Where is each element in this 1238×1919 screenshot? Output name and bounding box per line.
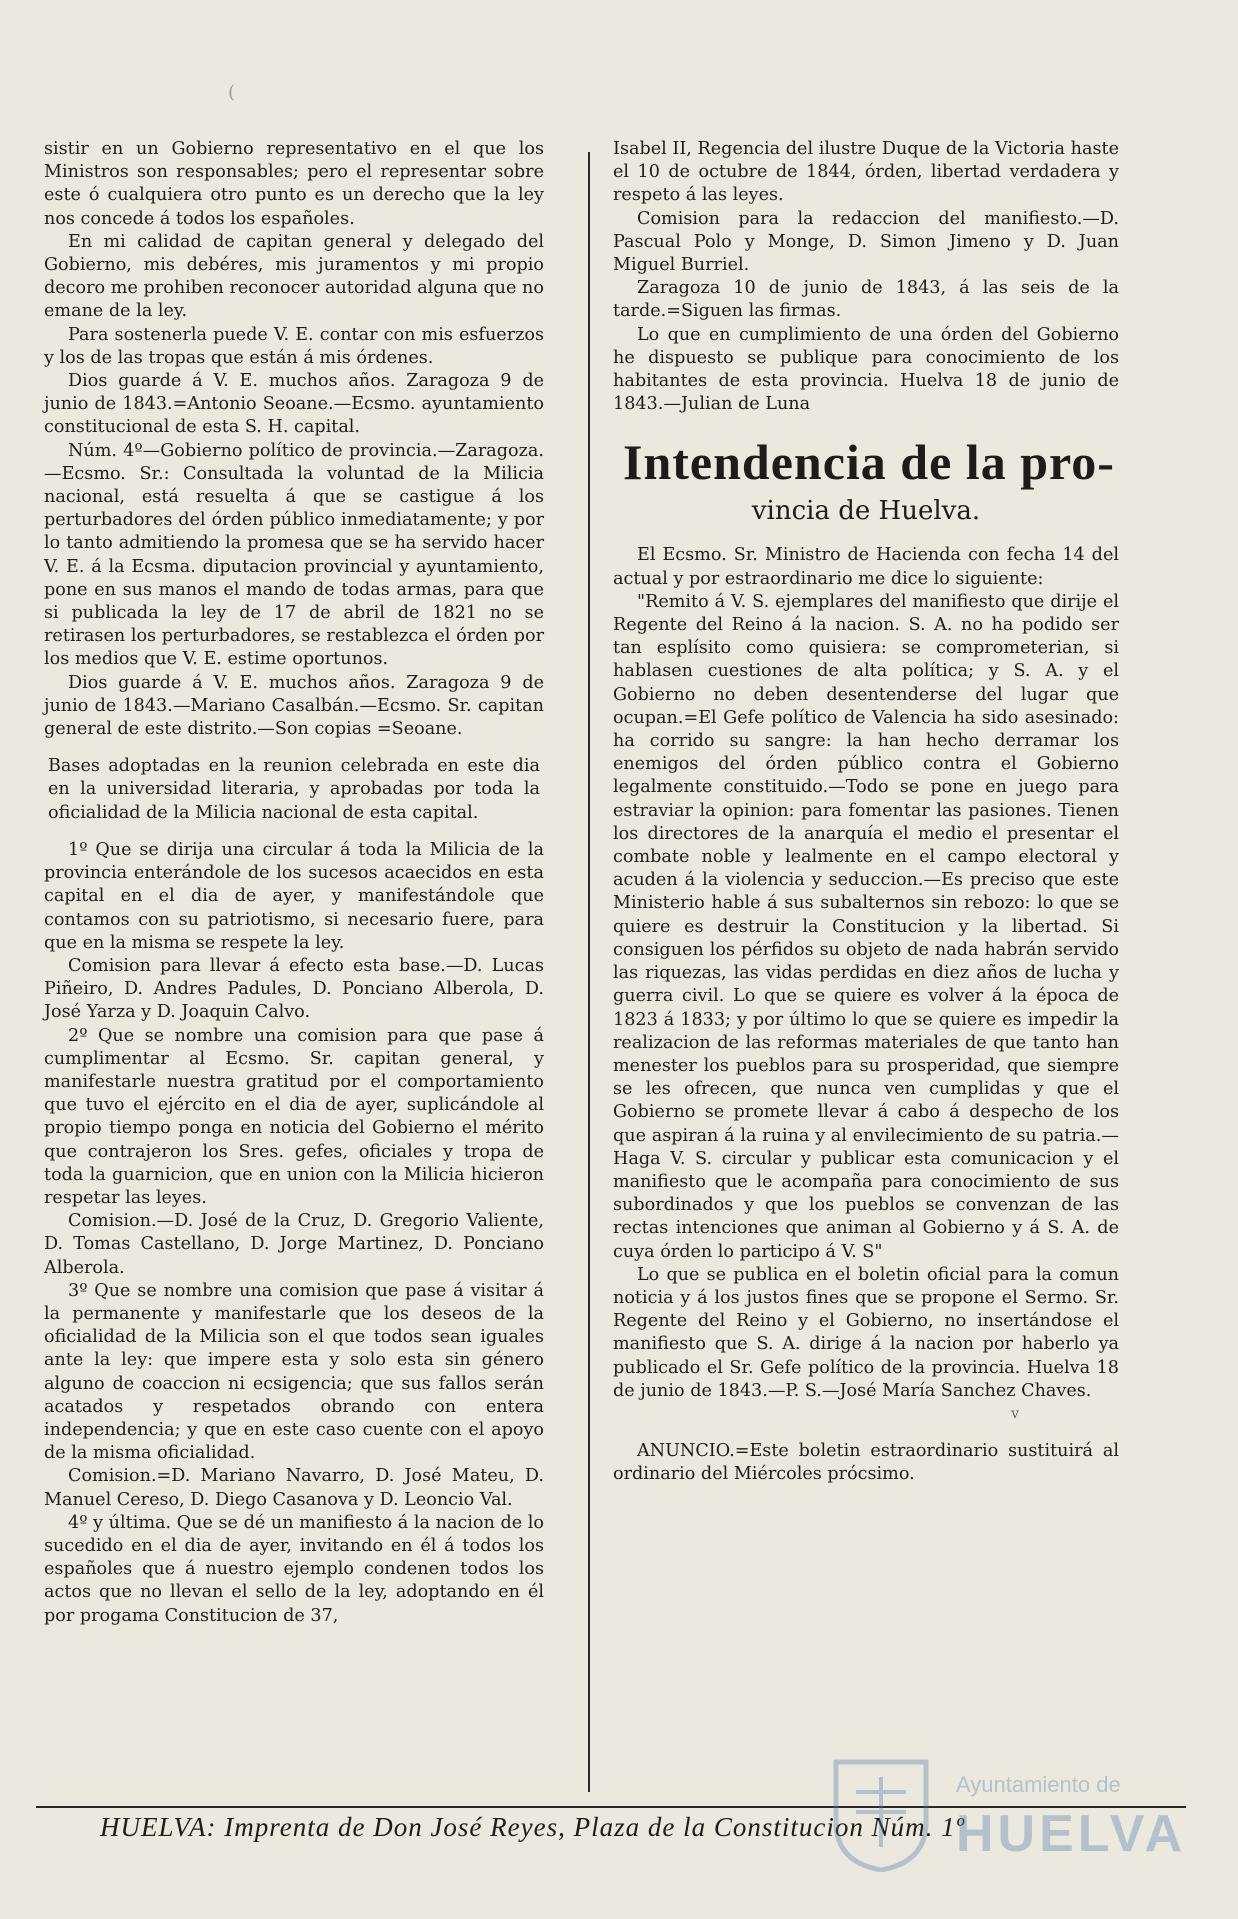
column-divider: [588, 152, 590, 1792]
paragraph: 1º Que se dirija una circular á toda la Milicia de la provincia enterándole de los sucesos acaecidos en esta capital en el dia de ayer, y manifestándole que contamos con su patriotismo, si necesario fuere, para que en la misma se respete la ley.: [44, 839, 544, 953]
section-subtitle: vincia de Huelva.: [751, 496, 981, 527]
small-mark: v: [1011, 1405, 1019, 1422]
paragraph: Lo que en cumplimiento de una órden del Gobierno he dispuesto se publique para conocimiento de los habitantes de esta provincia. Huelva 18 de junio de 1843.—Julian de Luna: [613, 324, 1119, 415]
paragraph: Comision.—D. José de la Cruz, D. Gregorio Valiente, D. Tomas Castellano, D. Jorge Martinez, D. Ponciano Alberola.: [44, 1211, 544, 1278]
paragraph: "Remito á V. S. ejemplares del manifiesto que dirije el Regente del Reino á la nacion. S. A. no ha podido ser tan esplísito como quisiera: se comprometerian, si hablasen cuestiones de alta política; y S. A. y el Gobierno no deben desentenderse del lugar que ocupan.=El Gefe político de Valencia ha sido asesinado: ha corrido su sangre: la han hecho derramar los enemigos del órden público contra el Gobierno legalmente constituido.—Todo se pone en juego para estraviar la opinion: para fomentar las pasiones. Tienen los directores de la anarquía el medio el presentar el combate noble y lealmente en el campo electoral y acuden á la violencia y seduccion.—Es preciso que este Ministerio hable á sus subalternos sin rebozo: lo que se quiere es destruir la Constitucion y la libertad. Si consiguen los pérfidos su objeto de nada habrán servido las riquezas, las vidas perdidas en diez años de lucha y guerra civil. Lo que se quiere es volver á la época de 1823 á 1833; y por último lo que se quiere es impedir la realizacion de las reformas materiales de que tanto han menester los pueblos para su prosperidad, que siempre se les ofrecen, que nunca ven cumplidas y que el Gobierno se promete llevar á cabo á despecho de los que aspiran á la ruina y al envilecimiento de su patria.—Haga V. S. circular y publicar esta comunicacion y el manifiesto que le acompaña para conocimiento de sus subordinados y que los pueblos se convenzan de las rectas intenciones que animan al Gobierno y á S. A. de cuya órden lo participo á V. S": [613, 591, 1119, 1262]
shield-icon: [826, 1752, 936, 1872]
paragraph: sistir en un Gobierno representativo en el que los Ministros son responsables; pero el representar sobre este ó cualquiera otro punto es un derecho que la ley nos concede á todos los españoles.: [44, 139, 544, 229]
paragraph: En mi calidad de capitan general y delegado del Gobierno, mis debéres, mis juramentos y mi propio decoro me prohiben reconocer autoridad alguna que no emane de la ley.: [44, 231, 544, 322]
paragraph: 4º y última. Que se dé un manifiesto á la nacion de lo sucedido en el dia de ayer, invitando en él á todos los españoles que á nuestro ejemplo condenen todos los actos que no llevan el sello de la ley, adoptando en él por progama Constitucion de 37,: [44, 1512, 544, 1626]
left-column: [44, 138, 544, 1628]
section-title: Intendencia de la pro-: [623, 434, 1115, 491]
paragraph: Núm. 4º—Gobierno político de provincia.—Zaragoza.—Ecsmo. Sr.: Consultada la voluntad de la Milicia nacional, está resuelta á que se castigue á los perturbadores del órden público inmediatamente; y por lo tanto admitiendo la promesa que se ha servido hacer V. E. á la Ecsma. diputacion provincial y ayuntamiento, pone en sus manos el mando de todas armas, para que si publicada la ley de 17 de abril de 1821 no se retirasen los perturbadores, se restablezca el órden por los medios que V. E. estime oportunos.: [44, 440, 544, 670]
watermark-line2: HUELVA: [956, 1805, 1187, 1863]
paragraph: Comision para llevar á efecto esta base.—D. Lucas Piñeiro, D. Andres Padules, D. Ponciano Alberola, D. José Yarza y D. Joaquin Calvo.: [44, 955, 544, 1023]
right-column: [613, 138, 1119, 1487]
paragraph: Zaragoza 10 de junio de 1843, á las seis de la tarde.=Siguen las firmas.: [613, 278, 1119, 322]
paragraph: 2º Que se nombre una comision para que pase á cumplimentar al Ecsmo. Sr. capitan general, y manifestarle nuestra gratitud por el comportamiento que tuvo el ejército en el dia de ayer, suplicándole al propio tiempo ponga en noticia del Gobierno el mérito que contrajeron los Sres. gefes, oficiales y tropa de toda la guarnicion, que en union con la Milicia hicieron respetar las leyes.: [44, 1025, 544, 1208]
paragraph: El Ecsmo. Sr. Ministro de Hacienda con fecha 14 del actual y por estraordinario me dice lo siguiente:: [613, 545, 1119, 589]
announcement: ANUNCIO.=Este boletin estraordinario sustituirá al ordinario del Miércoles prócsimo.: [613, 1441, 1119, 1485]
watermark-stamp: [816, 1742, 1187, 1882]
printer-footer: HUELVA: Imprenta de Don José Reyes, Plaza de la Constitucion Núm. 1º: [100, 1812, 965, 1842]
corner-mark: (: [228, 82, 236, 103]
paragraph: Para sostenerla puede V. E. contar con mis esfuerzos y los de las tropas que están á mis órdenes.: [44, 324, 544, 368]
paragraph: Dios guarde á V. E. muchos años. Zaragoza 9 de junio de 1843.—Mariano Casalbán.—Ecsmo. Sr. capitan general de este distrito.—Son copias =Seoane.: [44, 672, 544, 740]
bases-heading: Bases adoptadas en la reunion celebrada en este dia en la universidad literaria, y aprobadas por toda la oficialidad de la Milicia nacional de esta capital.: [48, 756, 540, 823]
paragraph: 3º Que se nombre una comision que pase á visitar á la permanente y manifestarle que los deseos de la oficialidad de la Milicia son el que todos sean iguales ante la ley: que impere esta y solo esta sin género alguno de coaccion ni ecsigencia; que sus fallos serán acatados y respetados obrando con entera independencia; y que en este caso cuente con el apoyo de la misma oficialidad.: [44, 1280, 544, 1464]
paragraph: Comision.=D. Mariano Navarro, D. José Mateu, D. Manuel Cereso, D. Diego Casanova y D. Leoncio Val.: [44, 1466, 544, 1510]
paragraph: Isabel II, Regencia del ilustre Duque de la Victoria haste el 10 de octubre de 1844, órden, libertad verdadera y respeto á las leyes.: [613, 139, 1119, 206]
watermark-line1: Ayuntamiento de: [956, 1772, 1121, 1797]
paragraph: Lo que se publica en el boletin oficial para la comun noticia y á los justos fines que se propone el Sermo. Sr. Regente del Reino y el Gobierno, no insertándose el manifiesto que S. A. dirige á la nacion por haberlo ya publicado el Sr. Gefe político de la provincia. Huelva 18 de junio de 1843.—P. S.—José María Sanchez Chaves.: [613, 1264, 1119, 1401]
paragraph: Comision para la redaccion del manifiesto.—D. Pascual Polo y Monge, D. Simon Jimeno y D. Juan Miguel Burriel.: [613, 208, 1119, 276]
paragraph: Dios guarde á V. E. muchos años. Zaragoza 9 de junio de 1843.=Antonio Seoane.—Ecsmo. ayuntamiento constitucional de esta S. H. capital.: [44, 371, 544, 438]
